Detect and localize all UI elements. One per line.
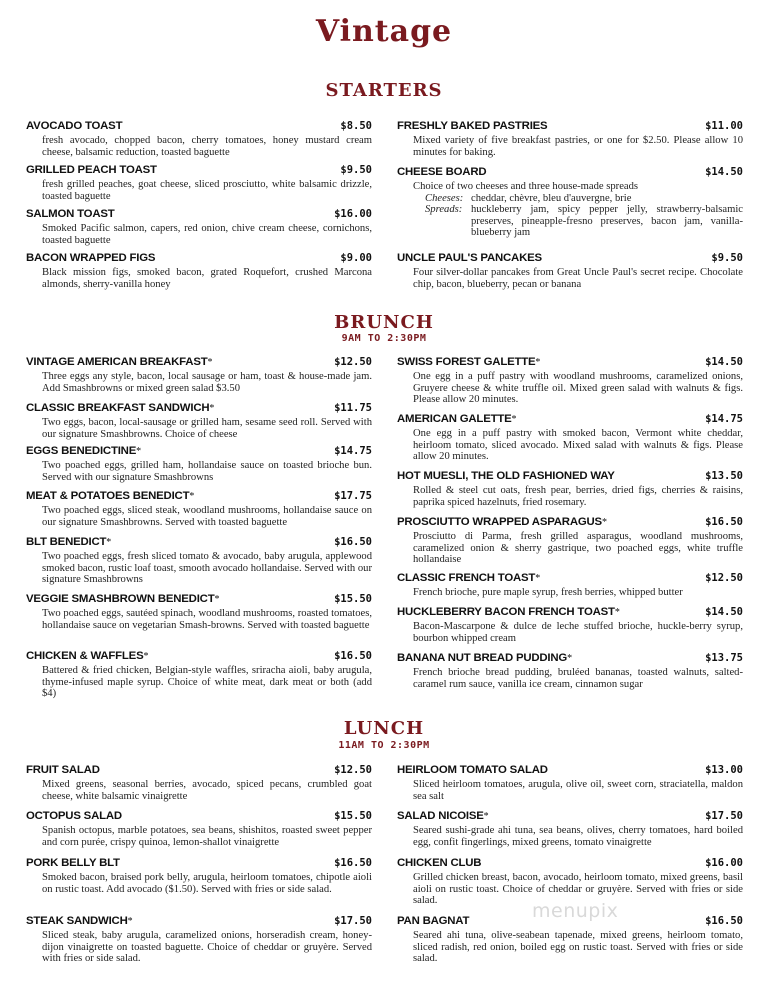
item-description: Battered & fried chicken, Belgian-style waffles, sriracha aioli, baby arugula, thyme-infused maple syrup. Choice of white meat, dark meat or both (add $4) [42, 665, 372, 700]
spreads-label: Spreads: [425, 204, 463, 216]
item-star: * [106, 537, 112, 548]
lunch-hours: 11AM TO 2:30PM [338, 740, 430, 751]
menu-item [397, 120, 743, 158]
item-star: * [567, 653, 572, 664]
item-description: One egg in a puff pastry with woodland mushrooms, caramelized onions, Gruyere cheese & white truffle oil. Mixed green salad with walnuts & figs. Please allow 20 minutes. [413, 371, 743, 406]
item-price: $16.50 [334, 857, 372, 869]
item-name: BACON WRAPPED FIGS [26, 252, 156, 264]
item-description: Spanish octopus, marble potatoes, sea beans, shishitos, roasted sweet pepper and corn purée, crispy quinoa, lemon-shallot vinaigrette [42, 825, 372, 848]
item-price: $16.50 [705, 516, 743, 528]
menu-item [26, 764, 372, 802]
item-name: OCTOPUS SALAD [26, 810, 122, 822]
item-name: CHEESE BOARD [397, 166, 487, 178]
item-name: AMERICAN GALETTE [397, 413, 512, 425]
item-description: Mixed variety of five breakfast pastries, or one for $2.50. Please allow 10 minutes for baking. [413, 135, 743, 158]
menu-item [397, 166, 743, 239]
menu-item [26, 650, 372, 700]
item-name: HUCKLEBERRY BACON FRENCH TOAST [397, 606, 615, 618]
item-price: $12.50 [334, 764, 372, 776]
item-star: * [189, 491, 195, 502]
menu-item [26, 164, 372, 202]
item-description: Two eggs, bacon, local-sausage or grilled ham, sesame seed roll. Served with our signature Smashbrowns. Choice of cheese [42, 417, 372, 440]
menu-item [26, 490, 372, 528]
item-description: One egg in a puff pastry with smoked bacon, Vermont white cheddar, heirloom tomato, sliced avocado. Mixed salad with walnuts & figs. Please allow 20 minutes. [413, 428, 743, 463]
item-star: * [535, 357, 541, 368]
item-name: FRUIT SALAD [26, 764, 100, 776]
item-price: $14.50 [705, 356, 743, 368]
item-description: Mixed greens, seasonal berries, avocado, spiced pecans, crumbled goat cheese, white balsamic vinaigrette [42, 779, 372, 802]
item-name: UNCLE PAUL'S PANCAKES [397, 252, 542, 264]
item-description: fresh avocado, chopped bacon, cherry tomatoes, honey mustard cream cheese, balsamic reduction, toasted baguette [42, 135, 372, 158]
brunch-heading: BRUNCH [334, 312, 434, 333]
spreads-text: huckleberry jam, spicy pepper jelly, strawberry-balsamic preserves, pineapple-fresno preserves, bacon jam, vanilla-blueberry jam [471, 204, 743, 239]
menu-item [397, 413, 743, 463]
menu-item [397, 470, 743, 508]
item-star: * [535, 573, 540, 584]
item-description: Rolled & steel cut oats, fresh pear, berries, dried figs, cherries & raisins, paprika spiced hazelnuts, fried rosemary. [413, 485, 743, 508]
item-star: * [209, 403, 215, 414]
item-description: Two poached eggs, fresh sliced tomato & avocado, baby arugula, applewood smoked bacon, rustic loaf toast, smooth avocado hollandaise. Served with our signature Smashbrowns [42, 551, 372, 586]
item-price: $9.50 [340, 164, 372, 176]
item-description: Bacon-Mascarpone & dulce de leche stuffed brioche, huckle-berry syrup, bourbon whipped cream [413, 621, 743, 644]
menu-item [397, 572, 743, 599]
item-price: $13.00 [705, 764, 743, 776]
item-name: VINTAGE AMERICAN BREAKFAST [26, 356, 208, 368]
item-price: $16.00 [705, 857, 743, 869]
item-star: * [214, 594, 220, 605]
menu-item [397, 764, 743, 802]
item-name: MEAT & POTATOES BENEDICT [26, 490, 190, 502]
item-price: $14.50 [705, 166, 743, 178]
item-name: SWISS FOREST GALETTE [397, 356, 536, 368]
item-name: CLASSIC BREAKFAST SANDWICH [26, 402, 210, 414]
menu-item [26, 810, 372, 848]
cheese-list [425, 193, 743, 205]
item-description: Sliced steak, baby arugula, caramelized onions, horseradish cream, honey-dijon vinaigrette on toasted baguette. Choice of cheddar or gruyère. Served with fries or side salad. [42, 930, 372, 965]
item-description: Sliced heirloom tomatoes, arugula, olive oil, sweet corn, straciatella, maldon sea salt [413, 779, 743, 802]
item-star: * [207, 357, 213, 368]
starters-heading: STARTERS [325, 80, 443, 101]
menu-item [26, 915, 372, 965]
menu-item [26, 356, 372, 394]
lunch-heading: LUNCH [343, 718, 425, 739]
menu-item [397, 252, 743, 290]
item-name: GRILLED PEACH TOAST [26, 164, 157, 176]
item-price: $13.50 [705, 470, 743, 482]
item-description: Smoked bacon, braised pork belly, arugula, heirloom tomatoes, chipotle aioli on rustic toast. Add avocado ($1.50). Served with fries or side salad. [42, 872, 372, 895]
item-description: Black mission figs, smoked bacon, grated Roquefort, crushed Marcona almonds, sherry-vanilla honey [42, 267, 372, 290]
item-price: $14.50 [705, 606, 743, 618]
menu-item [26, 252, 372, 290]
item-description: Seared ahi tuna, olive-seabean tapenade, mixed greens, heirloom tomato, sliced radish, red onion, boiled egg on rustic toast. Served with fries or side salad. [413, 930, 743, 965]
item-price: $16.50 [334, 650, 372, 662]
item-name: EGGS BENEDICTINE [26, 445, 137, 457]
item-price: $15.50 [334, 810, 372, 822]
item-description: Prosciutto di Parma, fresh grilled asparagus, woodland mushrooms, caramelized onion & sherry gastrique, two poached eggs, white truffle hollandaise [413, 531, 743, 566]
menu-item [26, 120, 372, 158]
item-price: $17.75 [334, 490, 372, 502]
item-name: STEAK SANDWICH [26, 915, 128, 927]
item-price: $13.75 [705, 652, 743, 664]
brunch-hours: 9AM TO 2:30PM [341, 333, 427, 344]
item-description: Two poached eggs, sliced steak, woodland mushrooms, hollandaise sauce on our signature Smashbrowns. Served with toasted baguette [42, 505, 372, 528]
item-description: French brioche, pure maple syrup, fresh berries, whipped butter [413, 587, 683, 598]
menu-item [397, 516, 743, 566]
item-description: French brioche bread pudding, bruléed bananas, toasted walnuts, salted-caramel rum sauce, vanilla ice cream, cinnamon sugar [413, 667, 743, 690]
item-star: * [511, 414, 517, 425]
item-name: PROSCIUTTO WRAPPED ASPARAGUS [397, 516, 602, 528]
menu-item [397, 606, 743, 644]
item-name: SALAD NICOISE [397, 810, 484, 822]
item-description: Two poached eggs, sautéed spinach, woodland mushrooms, roasted tomatoes, hollandaise sauce on vegetarian Smash-browns. Served with toasted baguette [42, 608, 372, 631]
item-price: $9.00 [340, 252, 372, 264]
item-star: * [614, 607, 620, 618]
item-name: PORK BELLY BLT [26, 857, 120, 869]
item-description: fresh grilled peaches, goat cheese, sliced prosciutto, white balsamic drizzle, toasted baguette [42, 179, 372, 202]
watermark-text: menupix [532, 900, 619, 922]
item-price: $12.50 [705, 572, 743, 584]
item-name: HOT MUESLI, THE OLD FASHIONED WAY [397, 470, 615, 482]
item-name: VEGGIE SMASHBROWN BENEDICT [26, 593, 215, 605]
item-description: Grilled chicken breast, bacon, avocado, heirloom tomato, mixed greens, basil aioli on rustic toast. Choice of cheddar or gruyère. Served with fries or side salad. [413, 872, 743, 907]
item-star: * [127, 916, 133, 927]
menu-item [397, 652, 743, 690]
item-price: $14.75 [705, 413, 743, 425]
item-star: * [483, 811, 489, 822]
restaurant-logo: Vintage [315, 14, 453, 49]
item-price: $17.50 [705, 810, 743, 822]
menu-item [26, 593, 372, 631]
item-name: CLASSIC FRENCH TOAST [397, 572, 536, 584]
item-price: $14.75 [334, 445, 372, 457]
item-star: * [136, 446, 141, 457]
menu-item [26, 445, 372, 483]
item-description: Choice of two cheeses and three house-made spreads [413, 181, 639, 192]
item-name: SALMON TOAST [26, 208, 115, 220]
item-name: BANANA NUT BREAD PUDDING [397, 652, 568, 664]
menu-item [26, 536, 372, 586]
menu-item [26, 402, 372, 440]
cheeses-text: cheddar, chèvre, bleu d'auvergne, brie [471, 192, 632, 204]
menu-item [397, 810, 743, 848]
item-price: $15.50 [334, 593, 372, 605]
item-description: Four silver-dollar pancakes from Great Uncle Paul's secret recipe. Chocolate chip, bacon, blueberry, pecan or banana [413, 267, 743, 290]
item-description: Seared sushi-grade ahi tuna, sea beans, olives, cherry tomatoes, hard boiled egg, confit fingerlings, mixed greens, tomato vinaigrette [413, 825, 743, 848]
item-description: Smoked Pacific salmon, capers, red onion, chive cream cheese, cornichons, toasted baguette [42, 223, 372, 246]
item-name: PAN BAGNAT [397, 915, 470, 927]
item-name: CHICKEN CLUB [397, 857, 482, 869]
item-name: AVOCADO TOAST [26, 120, 123, 132]
item-price: $17.50 [334, 915, 372, 927]
item-name: HEIRLOOM TOMATO SALAD [397, 764, 548, 776]
item-name: FRESHLY BAKED PASTRIES [397, 120, 548, 132]
item-price: $12.50 [334, 356, 372, 368]
item-price: $11.00 [705, 120, 743, 132]
menu-item [26, 208, 372, 246]
item-name: BLT BENEDICT [26, 536, 107, 548]
cheeses-label: Cheeses: [425, 192, 464, 204]
menu-item [397, 915, 743, 965]
item-price: $8.50 [340, 120, 372, 132]
item-price: $9.50 [711, 252, 743, 264]
item-price: $16.00 [334, 208, 372, 220]
item-description: Three eggs any style, bacon, local sausage or ham, toast & house-made jam. Add Smashbrowns or mixed green salad $3.50 [42, 371, 372, 394]
spread-list [425, 204, 743, 239]
item-price: $11.75 [334, 402, 372, 414]
item-name: CHICKEN & WAFFLES [26, 650, 144, 662]
menu-item [397, 356, 743, 406]
menu-item [26, 857, 372, 895]
item-star: * [601, 517, 607, 528]
item-star: * [143, 651, 149, 662]
item-price: $16.50 [705, 915, 743, 927]
item-description: Two poached eggs, grilled ham, hollandaise sauce on toasted brioche bun. Served with our signature Smashbrowns [42, 460, 372, 483]
item-price: $16.50 [334, 536, 372, 548]
